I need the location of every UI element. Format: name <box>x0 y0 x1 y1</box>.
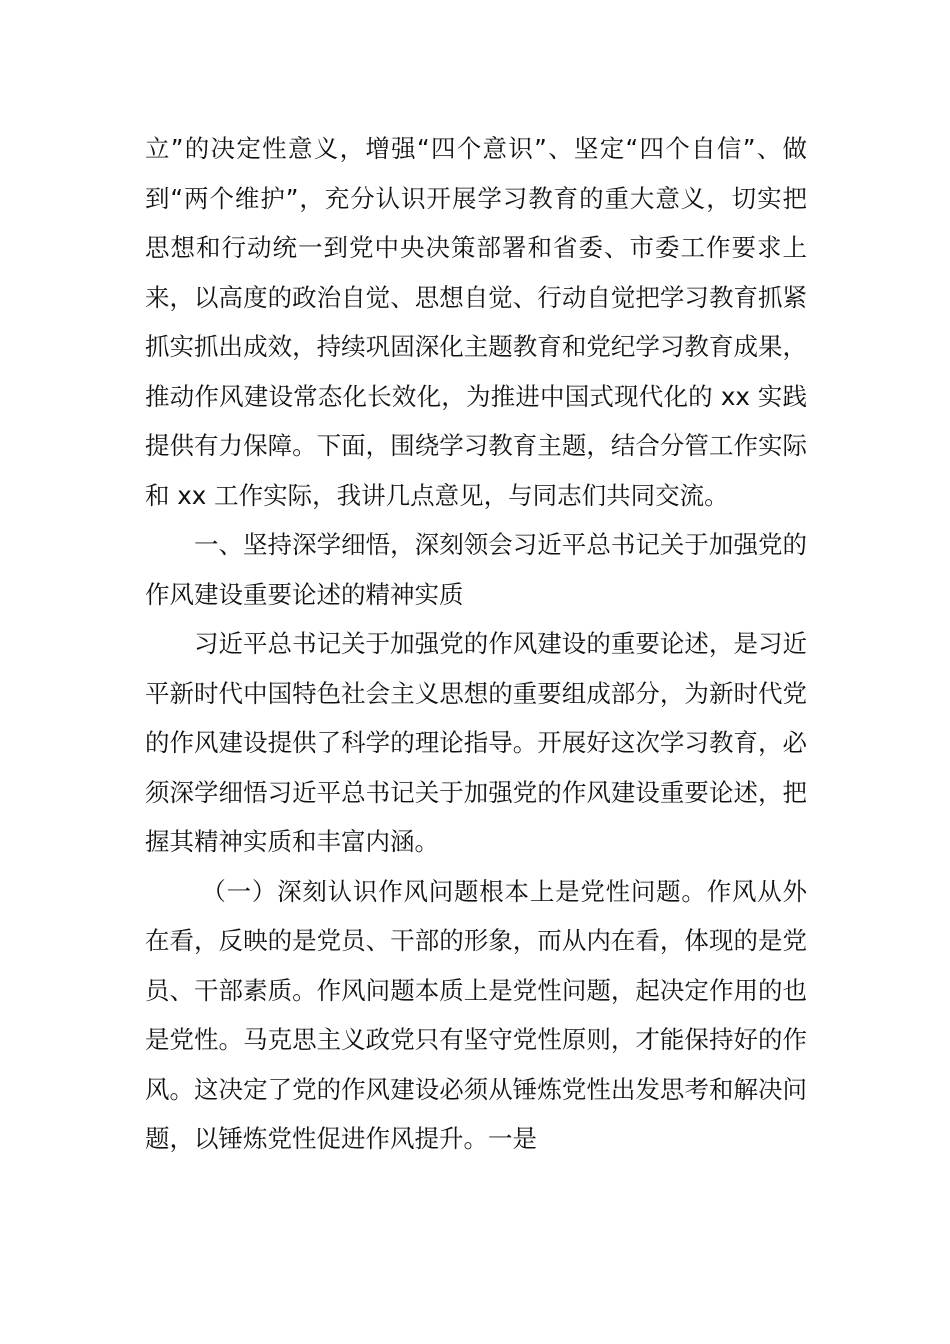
paragraph-section-intro: 习近平总书记关于加强党的作风建设的重要论述，是习近平新时代中国特色社会主义思想的重要组成部分，为新时代党的作风建设提供了科学的理论指导。开展好这次学习教育，必须深学细悟习近平总书记关于加强党的作风建设重要论述，把握其精神实质和丰富内涵。 <box>145 629 807 856</box>
section-heading-1: 一、坚持深学细悟，深刻领会习近平总书记关于加强党的作风建设重要论述的精神实质 <box>145 530 807 609</box>
document-body <box>145 124 807 1164</box>
paragraph-continuation: 立”的决定性意义，增强“四个意识”、坚定“四个自信”、做到“两个维护”，充分认识开展学习教育的重大意义，切实把思想和行动统一到党中央决策部署和省委、市委工作要求上来，以高度的政治自觉、思想自觉、行动自觉把学习教育抓紧抓实抓出成效，持续巩固深化主题教育和党纪学习教育成果，推动作风建设常态化长效化，为推进中国式现代化的 xx 实践提供有力保障。下面，围绕学习教育主题，结合分管工作实际和 xx 工作实际，我讲几点意见，与同志们共同交流。 <box>145 134 807 510</box>
subsection-paragraph-1: （一）深刻认识作风问题根本上是党性问题。作风从外在看，反映的是党员、干部的形象，而从内在看，体现的是党员、干部素质。作风问题本质上是党性问题，起决定作用的也是党性。马克思主义政党只有坚守党性原则，才能保持好的作风。这决定了党的作风建设必须从锤炼党性出发思考和解决问题，以锤炼党性促进作风提升。一是 <box>145 876 807 1153</box>
